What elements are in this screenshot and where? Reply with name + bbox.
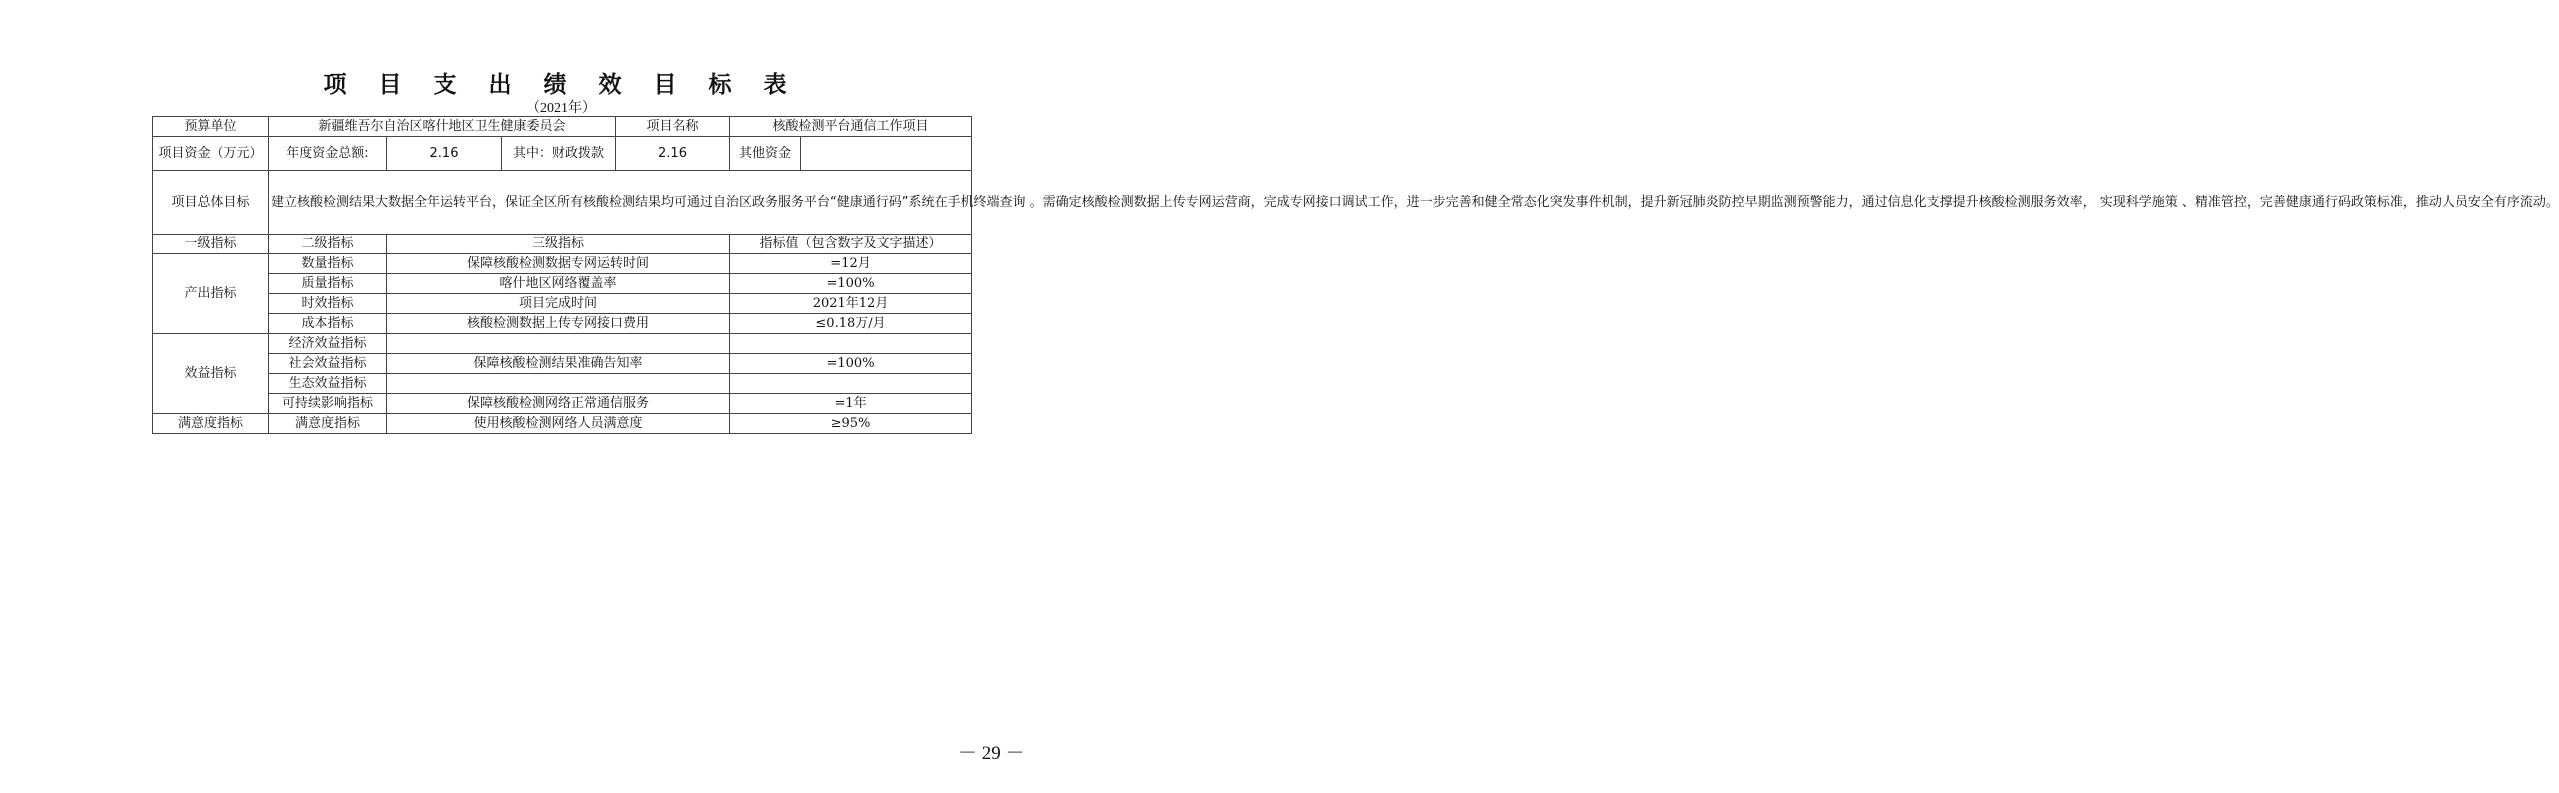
level3-cell xyxy=(387,374,730,394)
header-level1: 一级指标 xyxy=(153,235,269,254)
table-row xyxy=(153,394,972,414)
level2-cell: 生态效益指标 xyxy=(269,374,387,394)
table-row xyxy=(153,374,972,394)
value-cell: ≥95% xyxy=(730,414,972,434)
level2-cell: 时效指标 xyxy=(269,294,387,314)
fiscal-funds-value: 2.16 xyxy=(616,137,730,171)
value-cell: ≤0.18万/月 xyxy=(730,314,972,334)
level2-cell: 成本指标 xyxy=(269,314,387,334)
group-benefit-label: 效益指标 xyxy=(153,334,269,414)
annual-total-value: 2.16 xyxy=(387,137,502,171)
level3-cell: 喀什地区网络覆盖率 xyxy=(387,274,730,294)
fiscal-funds-label: 其中：财政拨款 xyxy=(502,137,616,171)
budget-unit-row xyxy=(153,117,972,137)
level3-cell: 保障核酸检测网络正常通信服务 xyxy=(387,394,730,414)
level2-cell: 质量指标 xyxy=(269,274,387,294)
level3-cell: 保障核酸检测结果准确告知率 xyxy=(387,354,730,374)
budget-unit-label: 预算单位 xyxy=(153,117,269,137)
performance-goal-table xyxy=(152,116,2559,434)
table-year: （2021年） xyxy=(526,101,596,116)
level2-cell: 经济效益指标 xyxy=(269,334,387,354)
table-row xyxy=(153,274,972,294)
table-row xyxy=(153,334,972,354)
value-cell: =100% xyxy=(730,274,972,294)
table-row xyxy=(153,294,972,314)
value-cell: =12月 xyxy=(730,254,972,274)
table-row xyxy=(153,414,972,434)
level2-cell: 社会效益指标 xyxy=(269,354,387,374)
header-value: 指标值（包含数字及文字描述） xyxy=(730,235,972,254)
table-row xyxy=(153,354,972,374)
overall-goal-text: 建立核酸检测结果大数据全年运转平台，保证全区所有核酸检测结果均可通过自治区政务服务平台“健康通行码”系统在手机终端查询 。需确定核酸检测数据上传专网运营商，完成专网接口调试工作，进一步完善和健全常态化突发事件机制，提升新冠肺炎防控早期监测预警能力，通过信息化支撑提升核酸检测服务效率， 实现科学施策 、精准管控，完善健康通行码政策标准，推动人员安全有序流动。 xyxy=(269,171,972,235)
project-name-value: 核酸检测平台通信工作项目 xyxy=(730,117,972,137)
indicator-header-row xyxy=(153,235,972,254)
level3-cell: 使用核酸检测网络人员满意度 xyxy=(387,414,730,434)
level3-cell: 项目完成时间 xyxy=(387,294,730,314)
value-cell xyxy=(730,334,972,354)
page-number: － 29 － xyxy=(958,743,1025,764)
level2-cell: 可持续影响指标 xyxy=(269,394,387,414)
annual-total-label: 年度资金总额: xyxy=(269,137,387,171)
value-cell: =100% xyxy=(730,354,972,374)
level2-cell: 数量指标 xyxy=(269,254,387,274)
table-title: 项 目 支 出 绩 效 目 标 表 xyxy=(323,72,799,98)
group-output-label: 产出指标 xyxy=(153,254,269,334)
level3-cell xyxy=(387,334,730,354)
value-cell xyxy=(730,374,972,394)
value-cell: =1年 xyxy=(730,394,972,414)
level3-cell: 核酸检测数据上传专网接口费用 xyxy=(387,314,730,334)
table-row xyxy=(153,254,972,274)
level3-cell: 保障核酸检测数据专网运转时间 xyxy=(387,254,730,274)
level2-cell: 满意度指标 xyxy=(269,414,387,434)
overall-goal-row xyxy=(153,171,972,235)
project-name-label: 项目名称 xyxy=(616,117,730,137)
budget-unit-value: 新疆维吾尔自治区喀什地区卫生健康委员会 xyxy=(269,117,616,137)
value-cell: 2021年12月 xyxy=(730,294,972,314)
other-funds-label: 其他资金 xyxy=(730,137,801,171)
table-row xyxy=(153,314,972,334)
group-satisfaction-label: 满意度指标 xyxy=(153,414,269,434)
other-funds-value xyxy=(801,137,972,171)
header-level3: 三级指标 xyxy=(387,235,730,254)
overall-goal-label: 项目总体目标 xyxy=(153,171,269,235)
project-funds-label: 项目资金（万元） xyxy=(153,137,269,171)
header-level2: 二级指标 xyxy=(269,235,387,254)
funds-row xyxy=(153,137,972,171)
